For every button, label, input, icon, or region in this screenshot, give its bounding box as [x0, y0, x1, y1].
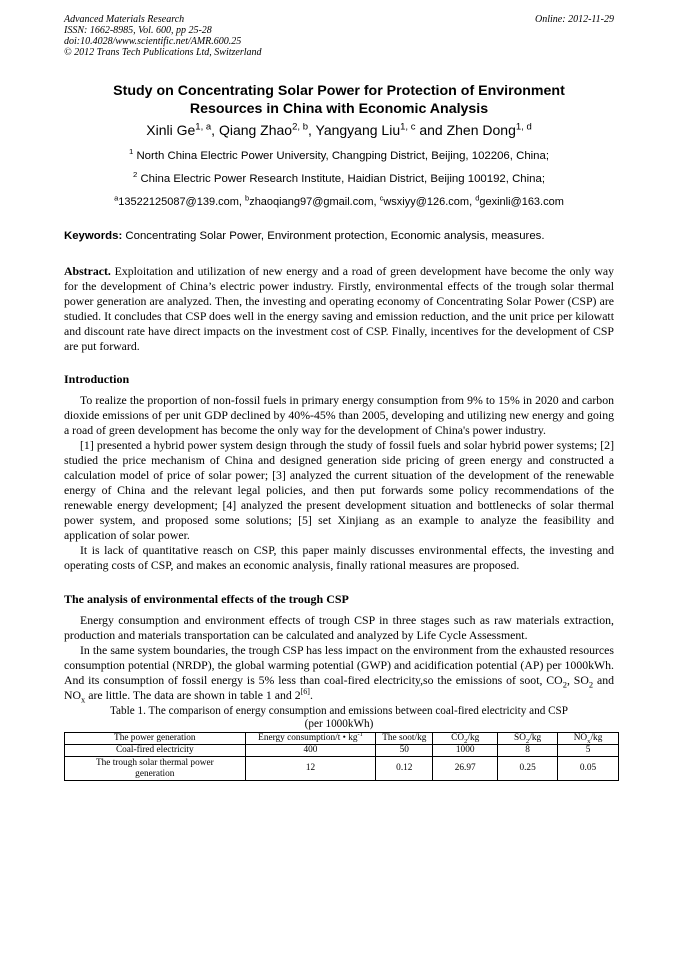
- table-cell: Coal-fired electricity: [65, 745, 246, 757]
- table-header-cell: [433, 733, 498, 745]
- citation-ref: [6]: [300, 687, 310, 697]
- author-sup: 2, b: [292, 121, 308, 133]
- author-name: Yangyang Liu: [315, 122, 401, 138]
- table-cell: 0.05: [558, 757, 619, 781]
- table-header-cell: The power generation: [65, 733, 246, 745]
- section-heading-environment: The analysis of environmental effects of the trough CSP: [64, 592, 349, 606]
- emissions-table: [64, 732, 619, 781]
- journal-issn: ISSN: 1662-8985, Vol. 600, pp 25-28: [64, 25, 212, 36]
- journal-header: [64, 14, 614, 58]
- title-line-2: Resources in China with Economic Analysis: [189, 101, 489, 117]
- author-name: Zhen Dong: [446, 122, 516, 138]
- table-cell: 8: [498, 745, 558, 757]
- title-line-1: Study on Concentrating Solar Power for Protection of Environment: [113, 83, 565, 99]
- journal-doi: doi:10.4028/www.scientific.net/AMR.600.25: [64, 36, 242, 47]
- table-row: [65, 745, 619, 757]
- header-text: CO: [451, 733, 465, 744]
- table-header-row: [65, 733, 619, 745]
- subscript: 2: [562, 679, 567, 690]
- abstract-label: Abstract.: [64, 264, 111, 278]
- email-text: zhaoqiang97@gmail.com,: [249, 196, 380, 208]
- table-row: [65, 757, 619, 781]
- affiliation-sup: 2: [132, 170, 138, 180]
- author-name: Xinli Ge: [146, 122, 196, 138]
- affiliation-sup: 1: [128, 147, 134, 157]
- table-cell: 12: [245, 757, 376, 781]
- env-text: , SO: [566, 673, 589, 687]
- email-sup: b: [245, 193, 250, 203]
- table-cell: 50: [376, 745, 433, 757]
- header-text: NO: [573, 733, 588, 744]
- env-paragraph-2: [64, 643, 614, 703]
- table-cell: 0.12: [376, 757, 433, 781]
- header-text: /kg: [590, 733, 603, 744]
- author-sup: 1, a: [195, 121, 212, 133]
- author-sup: 1, d: [515, 121, 532, 133]
- table-caption-line-2: (per 1000kWh): [304, 718, 374, 730]
- env-text: In the same system boundaries, the trough CSP has less impact on the environment from the exhausted resources consumption potential (NRDP), the global warming potential (GWP) and acidification potential (AP) per 1000kWh. And its consumption of fossil energy is 5% less than coal-fired electricity,so the emissions of soot, CO: [64, 643, 614, 687]
- intro-paragraph-2: [1] presented a hybrid power system design through the study of fossil fuels and solar hybrid power systems; [2] studied the price mechanism of China and designed generation side pricing of green energy and constructed a calculation model of price of solar power; [3] analyzed the current situation of the development of the renewable energy of China and the relevant legal policies, and then put forwards some policy recommendations of the renewable energy development; [4] analyzed the present development situation and bottlenecks of solar thermal power system, and proposed some solutions; [5] set Xinjiang as an example to analyze the feasibility and application of solar power.: [64, 438, 614, 542]
- journal-copyright: © 2012 Trans Tech Publications Ltd, Switzerland: [64, 47, 262, 58]
- header-sub: x: [587, 738, 591, 746]
- email-sup: a: [114, 193, 119, 203]
- table-header-cell: [498, 733, 558, 745]
- table-cell: 0.25: [498, 757, 558, 781]
- author-sep: ,: [307, 122, 316, 138]
- email-sup: c: [379, 193, 384, 203]
- table-cell: 1000: [433, 745, 498, 757]
- header-sup: -1: [357, 731, 363, 739]
- table-cell: 400: [245, 745, 376, 757]
- header-text: SO: [514, 733, 526, 744]
- email-text: gexinli@163.com: [479, 196, 564, 208]
- email-text: 13522125087@139.com,: [118, 196, 246, 208]
- table-caption: [64, 705, 614, 731]
- abstract: [64, 264, 614, 354]
- header-text: /kg: [467, 733, 480, 744]
- author-sup: 1, c: [400, 121, 416, 133]
- email-sup: d: [475, 193, 480, 203]
- affiliation-text: China Electric Power Research Institute, Haidian District, Beijing 100192, China;: [137, 173, 546, 185]
- table-header-cell: [558, 733, 619, 745]
- table-caption-line-1: Table 1. The comparison of energy consumption and emissions between coal-fired electricity and CSP: [110, 705, 568, 717]
- section-heading-introduction: Introduction: [64, 372, 130, 386]
- intro-paragraph-3: It is lack of quantitative reasch on CSP, this paper mainly discusses environmental effects, the investing and operating costs of CSP, and makes an economic analysis, finally rational measures are proposed.: [64, 543, 614, 572]
- author-sep: and: [415, 122, 447, 138]
- table-header-cell: The soot/kg: [376, 733, 433, 745]
- author-list: [64, 120, 614, 140]
- email-list: [64, 195, 614, 209]
- env-text: are little. The data are shown in table 1 and 2: [85, 688, 301, 702]
- keywords-text: Concentrating Solar Power, Environment protection, Economic analysis, measures.: [122, 230, 545, 242]
- affiliation-text: North China Electric Power University, Changping District, Beijing, 102206, China;: [133, 150, 550, 162]
- journal-name: Advanced Materials Research: [64, 14, 185, 25]
- author-sep: ,: [211, 122, 219, 138]
- table-header-cell: [245, 733, 376, 745]
- keywords-label: Keywords:: [64, 230, 123, 242]
- abstract-text: Exploitation and utilization of new energy and a road of green development have become the only way for the development of China’s electric power industry. Firstly, environmental effects of the trough solar thermal power generation are analyzed. Then, the investing and operating economy of Concentrating Solar Power (CSP) are studied. It concludes that CSP does well in the energy saving and emission reduction, and the unit price per kilowatt and discount rate have direct impacts on the investment cost of CSP. Finally, incentives for the development of CSP are put forward.: [64, 264, 614, 353]
- keywords: [64, 229, 614, 243]
- email-text: wsxiyy@126.com,: [383, 196, 476, 208]
- table-cell: 5: [558, 745, 619, 757]
- subscript: 2: [588, 679, 594, 690]
- affiliation-1: [64, 149, 614, 163]
- env-paragraph-1: Energy consumption and environment effects of trough CSP in three stages such as raw materials extraction, production and materials transportation can be calculated and analyzed by Life Cycle Assessment.: [64, 613, 614, 642]
- table-cell: The trough solar thermal power generation: [65, 757, 246, 781]
- env-text: and NO: [64, 673, 614, 702]
- online-date: Online: 2012-11-29: [535, 14, 614, 25]
- env-text: .: [309, 688, 313, 702]
- subscript: x: [81, 694, 86, 705]
- header-sub: 2: [464, 738, 468, 746]
- author-name: Qiang Zhao: [218, 122, 293, 138]
- table-cell: 26.97: [433, 757, 498, 781]
- header-text: Energy consumption/t • kg: [258, 733, 358, 744]
- header-text: /kg: [529, 733, 542, 744]
- paper-title: [64, 82, 614, 118]
- header-sub: 2: [525, 738, 530, 746]
- intro-paragraph-1: To realize the proportion of non-fossil fuels in primary energy consumption from 9% to 15% in 2020 and carbon dioxide emissions of per unit GDP declined by 40%-45% than 2005, developing and utilizing new energy and going a road of green development has become the only way for the development of China's power industry.: [64, 393, 614, 437]
- affiliation-2: [64, 172, 614, 186]
